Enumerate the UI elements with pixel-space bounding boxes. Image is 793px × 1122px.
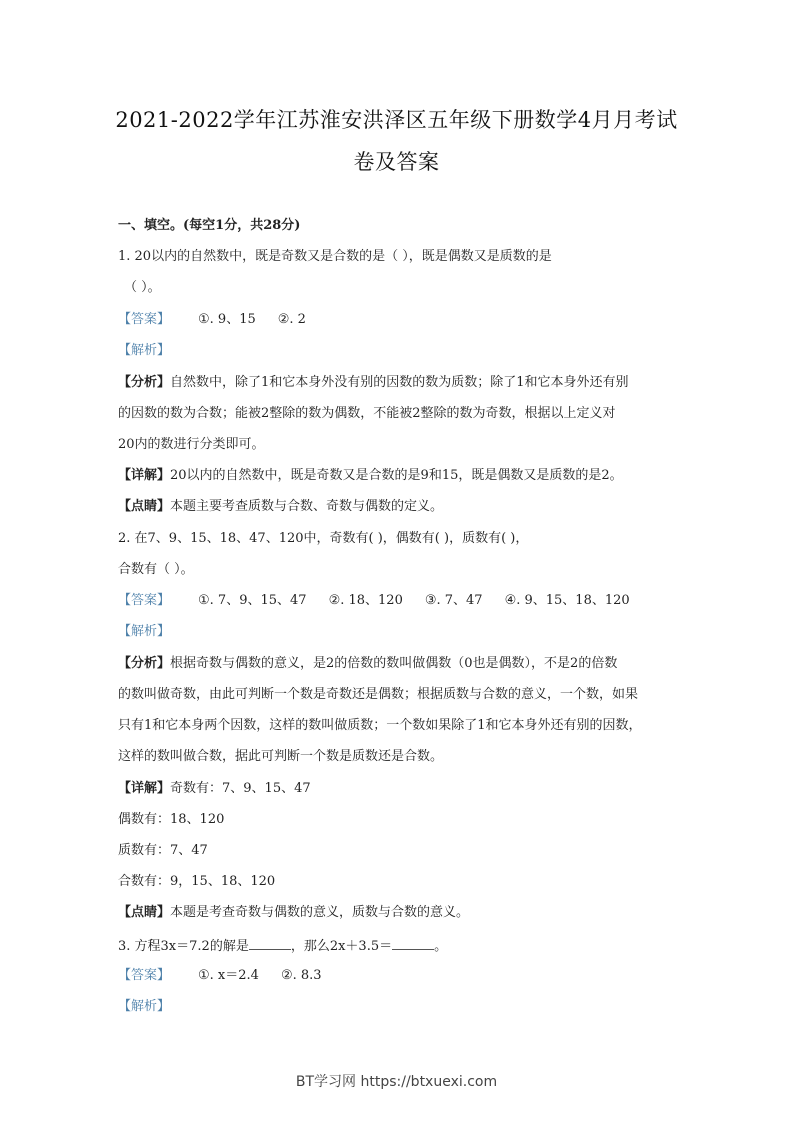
question-1-fenxi-line3: 20内的数进行分类即可。 xyxy=(118,437,265,452)
question-2-fenxi-line1: 【分析】根据奇数与偶数的意义，是2的倍数的数叫做偶数（0也是偶数），不是2的倍数 xyxy=(118,656,618,671)
answer-label: 【答案】 xyxy=(118,312,171,327)
dianjing-label: 【点睛】 xyxy=(118,499,171,514)
section-heading: 一、填空。(每空1分，共28分) xyxy=(118,218,301,233)
question-2-text-line1: 2. 在7、9、15、18、47、120中，奇数有( )，偶数有( )，质数有( )， xyxy=(118,531,529,546)
question-1-text-line1: 1. 20以内的自然数中，既是奇数又是合数的是（ ），既是偶数又是质数的是 xyxy=(118,249,552,264)
blank-2 xyxy=(392,935,434,950)
xiangjie-label: 【详解】 xyxy=(118,781,171,796)
question-2-fenxi-line3: 只有1和它本身两个因数，这样的数叫做质数；一个数如果除了1和它本身外还有别的因数， xyxy=(118,718,642,733)
footer-watermark: BT学习网 https://btxuexi.com xyxy=(295,1074,498,1090)
question-2-analysis-label: 【解析】 xyxy=(118,624,171,639)
answer-item: ①. 7、9、15、47 xyxy=(198,593,307,608)
answer-item: ①. x＝2.4 xyxy=(198,968,259,983)
question-3-answer xyxy=(118,966,322,986)
answer-item: ③. 7、47 xyxy=(424,593,483,608)
question-3-analysis-label: 【解析】 xyxy=(118,999,171,1014)
fenxi-label: 【分析】 xyxy=(118,375,171,390)
answer-label: 【答案】 xyxy=(118,968,171,983)
answer-item: ②. 8.3 xyxy=(280,968,322,983)
answer-item: ④. 9、15、18、120 xyxy=(504,593,630,608)
question-1-fenxi-line2: 的因数的数为合数；能被2整除的数为偶数，不能被2整除的数为奇数，根据以上定义对 xyxy=(118,406,616,421)
answer-item: ②. 18、120 xyxy=(328,593,403,608)
answer-item: ②. 2 xyxy=(277,312,306,327)
question-2-fenxi-line4: 这样的数叫做合数，据此可判断一个数是质数还是合数。 xyxy=(118,749,444,764)
question-2-xiangjie-line3: 质数有：7、47 xyxy=(118,843,208,858)
question-2-xiangjie-line1: 【详解】奇数有：7、9、15、47 xyxy=(118,781,311,796)
question-3-text: 3. 方程3x＝7.2的解是 ，那么2x＋3.5＝ 。 xyxy=(118,935,447,957)
blank-1 xyxy=(249,935,291,950)
dianjing-label: 【点睛】 xyxy=(118,905,171,920)
question-2-xiangjie-line2: 偶数有：18、120 xyxy=(118,812,225,827)
question-1-xiangjie: 【详解】20以内的自然数中，既是奇数又是合数的是9和15，既是偶数又是质数的是2。 xyxy=(118,468,623,483)
question-1-analysis-label: 【解析】 xyxy=(118,343,171,358)
question-2-fenxi-line2: 的数叫做奇数，由此可判断一个数是奇数还是偶数；根据质数与合数的意义，一个数，如果 xyxy=(118,687,639,702)
answer-label: 【答案】 xyxy=(118,593,171,608)
answer-item: ①. 9、15 xyxy=(198,312,256,327)
question-2-answer xyxy=(118,591,630,611)
question-2-xiangjie-line4: 合数有：9，15、18、120 xyxy=(118,874,276,889)
question-1-fenxi-line1: 【分析】自然数中，除了1和它本身外没有别的因数的数为质数；除了1和它本身外还有别 xyxy=(118,375,629,390)
document-title-line2: 卷及答案 xyxy=(353,150,440,174)
question-2-dianjing: 【点睛】本题是考查奇数与偶数的意义，质数与合数的意义。 xyxy=(118,905,470,920)
question-1-dianjing: 【点睛】本题主要考查质数与合数、奇数与偶数的定义。 xyxy=(118,499,444,514)
question-1-text-line2: （ ）。 xyxy=(124,280,161,295)
fenxi-label: 【分析】 xyxy=(118,656,171,671)
question-2-text-line2: 合数有（ ）。 xyxy=(118,562,194,577)
xiangjie-label: 【详解】 xyxy=(118,468,171,483)
question-1-answer xyxy=(118,310,306,330)
document-title-line1: 2021-2022学年江苏淮安洪泽区五年级下册数学4月月考试 xyxy=(115,108,678,132)
